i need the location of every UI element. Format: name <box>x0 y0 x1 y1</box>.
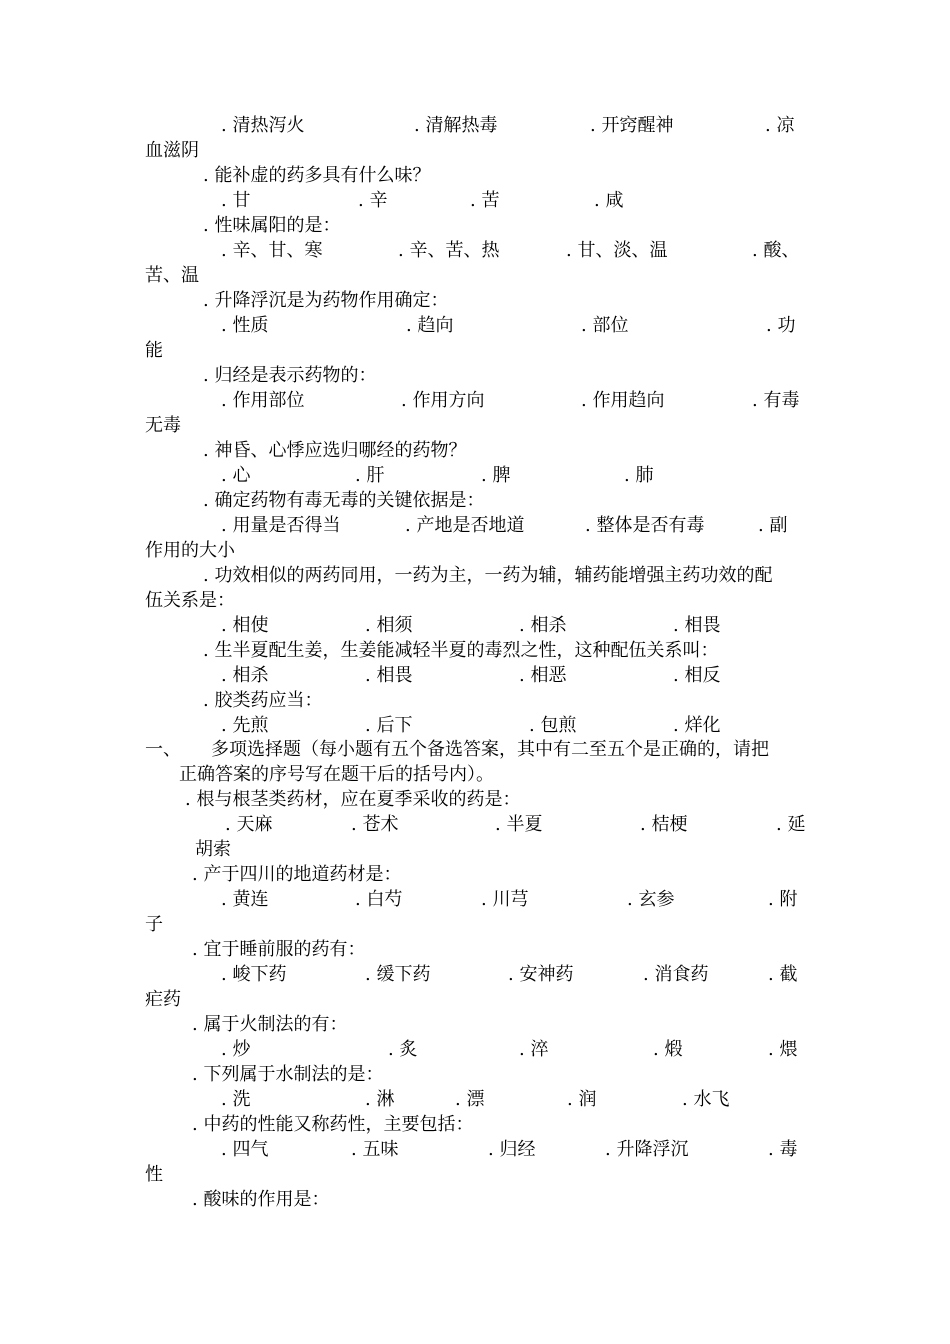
m2-option-e: . 附 <box>768 889 798 910</box>
q2-option-d: . 酸、 <box>752 240 800 261</box>
section-heading: 多项选择题（每小题有五个备选答案，其中有二至五个是正确的，请把 <box>211 739 769 760</box>
q9-option-a: . 先煎 <box>221 715 269 736</box>
q2-stem-row <box>0 213 950 238</box>
q7-option-a: . 相使 <box>221 615 269 636</box>
q6-wrap-row <box>0 538 950 563</box>
q1-options-row <box>0 188 950 213</box>
m3-option-c: . 安神药 <box>508 964 574 985</box>
q4-option-d: . 有毒 <box>752 390 800 411</box>
m5-option-d: . 润 <box>567 1089 597 1110</box>
q4-option-a: . 作用部位 <box>221 390 305 411</box>
q2-stem: . 性味属阳的是： <box>203 215 341 236</box>
m2-option-b: . 白芍 <box>355 889 403 910</box>
q7-options-row <box>0 613 950 638</box>
q2-wrap-row <box>0 263 950 288</box>
q0-options-row <box>0 113 950 138</box>
q9-stem: . 胶类药应当： <box>203 690 323 711</box>
m5-option-e: . 水飞 <box>682 1089 730 1110</box>
q3-option-a: . 性质 <box>221 315 269 336</box>
m4-options-row <box>0 1037 950 1062</box>
q7-option-c: . 相杀 <box>519 615 567 636</box>
q4-option-c: . 作用趋向 <box>581 390 665 411</box>
q8-stem: . 生半夏配生姜，生姜能减轻半夏的毒烈之性，这种配伍关系叫： <box>203 640 719 661</box>
m1-option-d: . 桔梗 <box>640 814 688 835</box>
m6-option-c: . 归经 <box>488 1139 536 1160</box>
q6-stem: . 确定药物有毒无毒的关键依据是： <box>203 490 485 511</box>
m4-stem: . 属于火制法的有： <box>192 1014 348 1035</box>
q1-option-b: . 辛 <box>358 190 388 211</box>
m6-option-b: . 五味 <box>351 1139 399 1160</box>
m6-stem-row <box>0 1112 950 1137</box>
section-multi-heading-row-2 <box>0 762 950 787</box>
q3-stem: . 升降浮沉是为药物作用确定： <box>203 290 449 311</box>
q4-options-row <box>0 388 950 413</box>
q1-stem-row <box>0 163 950 188</box>
q0-option-c: . 开窍醒神 <box>590 115 674 136</box>
m7-stem: . 酸味的作用是： <box>192 1189 330 1210</box>
q2-option-c: . 甘、淡、温 <box>566 240 668 261</box>
q6-option-c: . 整体是否有毒 <box>585 515 705 536</box>
q4-option-d-wrap: 无毒 <box>145 415 181 436</box>
section-heading-continued: 正确答案的序号写在题干后的括号内）。 <box>179 764 494 785</box>
m5-option-a: . 洗 <box>221 1089 251 1110</box>
m4-option-c: . 淬 <box>519 1039 549 1060</box>
m5-options-row <box>0 1087 950 1112</box>
q1-option-d: . 咸 <box>594 190 624 211</box>
q8-option-d: . 相反 <box>673 665 721 686</box>
m1-options-row <box>0 812 950 837</box>
q7-option-d: . 相畏 <box>673 615 721 636</box>
q8-option-a: . 相杀 <box>221 665 269 686</box>
q9-options-row <box>0 713 950 738</box>
q5-option-c: . 脾 <box>481 465 511 486</box>
m4-stem-row <box>0 1012 950 1037</box>
q8-option-c: . 相恶 <box>519 665 567 686</box>
q0-option-a: . 清热泻火 <box>221 115 305 136</box>
m6-option-e-wrap: 性 <box>145 1164 163 1185</box>
q3-option-d: . 功 <box>766 315 796 336</box>
m3-option-a: . 峻下药 <box>221 964 287 985</box>
q5-stem: . 神昏、心悸应选归哪经的药物？ <box>203 440 467 461</box>
q8-stem-row <box>0 638 950 663</box>
m3-option-b: . 缓下药 <box>365 964 431 985</box>
m2-option-e-wrap: 子 <box>145 914 163 935</box>
m6-option-a: . 四气 <box>221 1139 269 1160</box>
m1-option-e-wrap: 胡索 <box>195 839 231 860</box>
q4-stem: . 归经是表示药物的： <box>203 365 377 386</box>
m2-wrap-row <box>0 912 950 937</box>
section-number: 一、 <box>145 739 181 760</box>
q2-options-row <box>0 238 950 263</box>
q9-option-d: . 烊化 <box>673 715 721 736</box>
m2-option-c: . 川芎 <box>481 889 529 910</box>
m4-option-d: . 煅 <box>653 1039 683 1060</box>
m6-stem: . 中药的性能又称药性，主要包括： <box>192 1114 474 1135</box>
m2-option-d: . 玄参 <box>627 889 675 910</box>
q2-option-d-wrap: 苦、温 <box>145 265 199 286</box>
q0-wrap-row <box>0 138 950 163</box>
q6-option-d: . 副 <box>758 515 788 536</box>
q5-options-row <box>0 463 950 488</box>
q3-option-b: . 趋向 <box>406 315 454 336</box>
m1-option-b: . 苍术 <box>351 814 399 835</box>
m4-option-b: . 炙 <box>388 1039 418 1060</box>
q7-stem-wrap-row <box>0 588 950 613</box>
m3-option-e: . 截 <box>768 964 798 985</box>
q2-option-a: . 辛、甘、寒 <box>221 240 323 261</box>
m2-options-row <box>0 887 950 912</box>
q3-option-d-wrap: 能 <box>145 340 163 361</box>
q5-option-a: . 心 <box>221 465 251 486</box>
q3-options-row <box>0 313 950 338</box>
q5-option-b: . 肝 <box>355 465 385 486</box>
m1-stem-row <box>0 787 950 812</box>
m2-option-a: . 黄连 <box>221 889 269 910</box>
q6-option-a: . 用量是否得当 <box>221 515 341 536</box>
q1-option-c: . 苦 <box>470 190 500 211</box>
q1-stem: . 能补虚的药多具有什么味？ <box>203 165 431 186</box>
q8-options-row <box>0 663 950 688</box>
q3-stem-row <box>0 288 950 313</box>
m5-option-c: . 漂 <box>455 1089 485 1110</box>
q7-stem: . 功效相似的两药同用，一药为主，一药为辅，辅药能增强主药功效的配 <box>203 565 773 586</box>
q6-stem-row <box>0 488 950 513</box>
q5-option-d: . 肺 <box>624 465 654 486</box>
m2-stem: . 产于四川的地道药材是： <box>192 864 402 885</box>
m6-option-e: . 毒 <box>768 1139 798 1160</box>
m3-stem: . 宜于睡前服的药有： <box>192 939 366 960</box>
m2-stem-row <box>0 862 950 887</box>
q0-option-d-wrap: 血滋阴 <box>145 140 199 161</box>
m4-option-a: . 炒 <box>221 1039 251 1060</box>
m3-options-row <box>0 962 950 987</box>
m3-wrap-row <box>0 987 950 1012</box>
q0-option-d: . 凉 <box>765 115 795 136</box>
m6-option-d: . 升降浮沉 <box>605 1139 689 1160</box>
q8-option-b: . 相畏 <box>365 665 413 686</box>
m5-stem: . 下列属于水制法的是： <box>192 1064 384 1085</box>
q7-stem-row <box>0 563 950 588</box>
q9-option-c: . 包煎 <box>529 715 577 736</box>
m7-stem-row <box>0 1187 950 1212</box>
q7-stem-wrap: 伍关系是： <box>145 590 235 611</box>
q7-option-b: . 相须 <box>365 615 413 636</box>
m1-option-c: . 半夏 <box>495 814 543 835</box>
q6-option-b: . 产地是否地道 <box>405 515 525 536</box>
m5-option-b: . 淋 <box>365 1089 395 1110</box>
q3-wrap-row <box>0 338 950 363</box>
m3-option-e-wrap: 疟药 <box>145 989 181 1010</box>
m5-stem-row <box>0 1062 950 1087</box>
q4-wrap-row <box>0 413 950 438</box>
m1-stem: . 根与根茎类药材，应在夏季采收的药是： <box>185 789 521 810</box>
m4-option-e: . 煨 <box>768 1039 798 1060</box>
m3-option-d: . 消食药 <box>643 964 709 985</box>
q2-option-b: . 辛、苦、热 <box>398 240 500 261</box>
q4-stem-row <box>0 363 950 388</box>
m6-options-row <box>0 1137 950 1162</box>
q0-option-b: . 清解热毒 <box>414 115 498 136</box>
q3-option-c: . 部位 <box>581 315 629 336</box>
q6-option-d-wrap: 作用的大小 <box>145 540 235 561</box>
q5-stem-row <box>0 438 950 463</box>
m3-stem-row <box>0 937 950 962</box>
m1-option-e: . 延 <box>776 814 806 835</box>
m1-wrap-row <box>0 837 950 862</box>
m6-wrap-row <box>0 1162 950 1187</box>
m1-option-a: . 天麻 <box>225 814 273 835</box>
q4-option-b: . 作用方向 <box>401 390 485 411</box>
section-multi-heading-row <box>0 737 950 762</box>
q6-options-row <box>0 513 950 538</box>
q9-option-b: . 后下 <box>365 715 413 736</box>
q9-stem-row <box>0 688 950 713</box>
q1-option-a: . 甘 <box>221 190 251 211</box>
